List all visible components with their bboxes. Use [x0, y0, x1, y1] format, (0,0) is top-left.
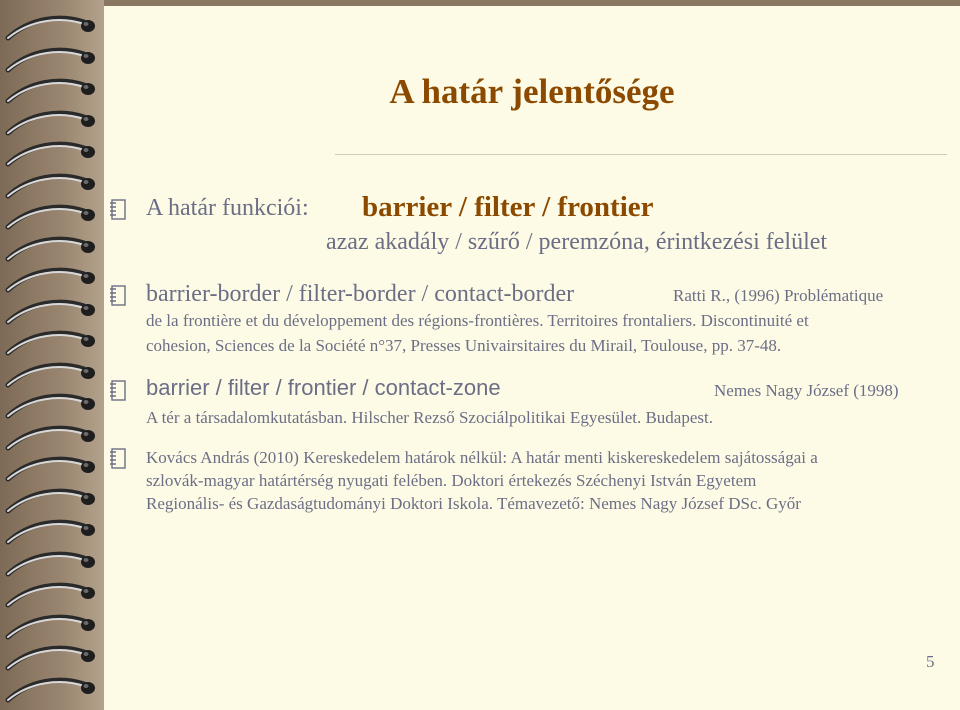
spiral-ring-icon [0, 485, 104, 519]
spiral-ring-icon [0, 170, 104, 204]
spiral-ring-icon [0, 642, 104, 676]
spiral-ring-icon [0, 138, 104, 172]
bullet2-line3: cohesion, Sciences de la Société n°37, Presses Univairsitaires du Mirail, Toulouse, pp. 37-48. [146, 336, 782, 355]
bullet1-line2: azaz akadály / szűrő / peremzóna, érintkezési felület [326, 229, 828, 255]
bullet1-label: A határ funkciói: [146, 195, 309, 221]
bullet4-line3: Regionális- és Gazdaságtudományi Doktori Iskola. Témavezető: Nemes Nagy József DSc. Győr [146, 494, 801, 513]
bullet3-line2: A tér a társadalomkutatásban. Hilscher Rezső Szociálpolitikai Egyesület. Budapest. [146, 408, 713, 427]
spiral-binding [0, 0, 104, 710]
notebook-bullet-icon [108, 197, 128, 221]
bullet2-ref-start: Ratti R., (1996) Problématique [673, 286, 884, 305]
spiral-ring-icon [0, 327, 104, 361]
notebook-bullet-icon [108, 446, 128, 470]
spiral-ring-icon [0, 453, 104, 487]
spiral-ring-icon [0, 674, 104, 708]
bullet4-line1: Kovács András (2010) Kereskedelem határok nélkül: A határ menti kiskereskedelem sajátosságai a [146, 448, 818, 467]
spiral-ring-icon [0, 201, 104, 235]
page-number: 5 [926, 652, 935, 671]
bullet1-emphasis: barrier / filter / frontier [362, 191, 654, 223]
bullet3-ref-start: Nemes Nagy József (1998) [714, 381, 899, 400]
notebook-bullet-icon [108, 378, 128, 402]
spiral-ring-icon [0, 233, 104, 267]
spiral-ring-icon [0, 296, 104, 330]
spiral-ring-icon [0, 44, 104, 78]
spiral-ring-icon [0, 422, 104, 456]
slide-title: A határ jelentősége [389, 72, 675, 111]
spiral-ring-icon [0, 548, 104, 582]
spiral-ring-icon [0, 75, 104, 109]
bullet2-line2: de la frontière et du développement des régions-frontières. Territoires frontaliers. Discontinuité et [146, 311, 809, 330]
notebook-bullet-icon [108, 283, 128, 307]
spiral-ring-icon [0, 12, 104, 46]
spiral-ring-icon [0, 611, 104, 645]
bullet2-main: barrier-border / filter-border / contact-border [146, 281, 575, 307]
spiral-ring-icon [0, 579, 104, 613]
spiral-ring-icon [0, 390, 104, 424]
bullet4-line2: szlovák-magyar határtérség nyugati felében. Doktori értekezés Széchenyi István Egyetem [146, 471, 757, 490]
spiral-ring-icon [0, 107, 104, 141]
title-divider [335, 154, 947, 155]
spiral-ring-icon [0, 264, 104, 298]
spiral-ring-icon [0, 516, 104, 550]
bullet3-main: barrier / filter / frontier / contact-zone [146, 375, 501, 400]
spiral-ring-icon [0, 359, 104, 393]
